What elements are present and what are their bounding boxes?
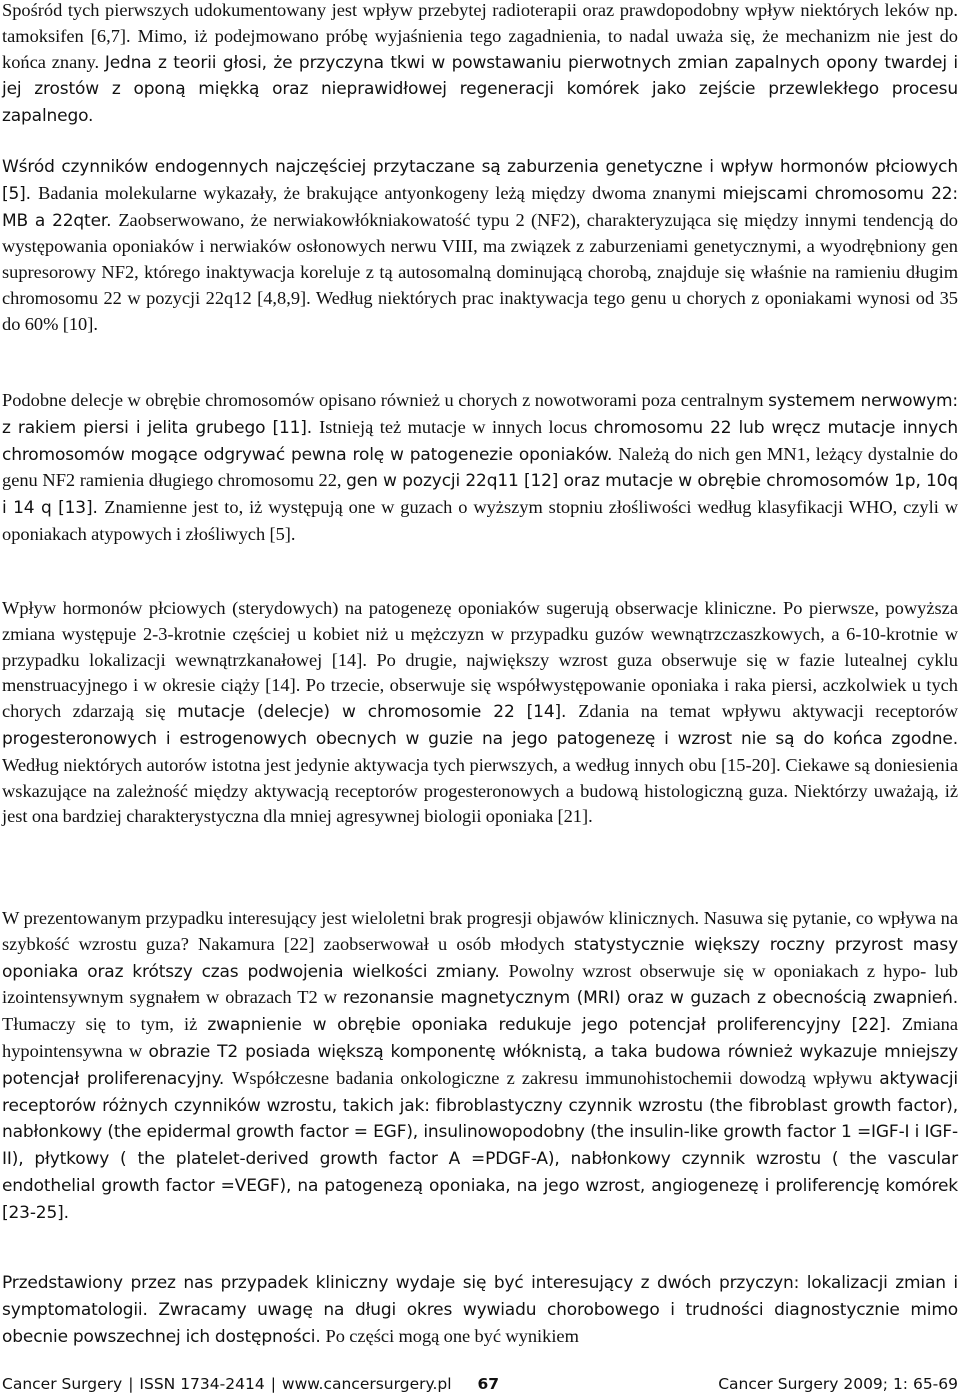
text-segment: Jedna z teorii głosi, że przyczyna tkwi w powstawaniu pierwotnych zmian zapalnych opony twardej i jej zrostów z oponą miękką oraz nieprawidłowej regeneracji komórek jako zejście przewlekłego procesu zapalnego.: [2, 52, 958, 127]
page-number: 67: [477, 1375, 500, 1393]
paragraph-2: [2, 154, 958, 338]
text-segment: Spośród tych pierwszych udokumentowany jest wpływ przebytej radioterapii oraz prawdopodobny wpływ niektórych leków np. tamoksifen [6,7]. Mimo, iż podejmowano próbę wyjaśnienia tego zagadnienia, to nadal uważa się, że mechanizm nie jest do końca znany.: [2, 0, 958, 72]
footer-citation: Cancer Surgery 2009; 1: 65-69: [718, 1375, 958, 1393]
text-segment: Zdania na temat wpływu aktywacji receptorów: [578, 701, 958, 722]
text-segment: Tłumaczy się to tym, iż: [2, 1014, 208, 1035]
text-segment: miejscami chromosomu 22: MB a 22qter.: [2, 183, 959, 231]
text-segment: obrazie T2 posiada większą komponentę włóknistą, a taka budowa również wykazuje mniejszy potencjał proliferenacyjny.: [2, 1041, 959, 1089]
text-segment: aktywacji receptorów różnych czynników wzrostu, takich jak: fibroblastyczny czynnik wzrostu (the fibroblast growth factor), nabłonkowy (the epidermal growth factor = EGF), insulinowopodobny (the insulin-like growth factor 1 =IGF-I i IGF-II), płytkowy ( the platelet-derived growth factor A =PDGF-A), nabłonkowy czynnik wzrostu ( the vascular endothelial growth factor =VEGF), na patogenezą oponiaka, na jego wzrost, angiogenezę i proliferencję komórek [23-25].: [2, 1068, 958, 1223]
footer-separator: |: [128, 1375, 134, 1393]
footer-left: [2, 1375, 499, 1393]
text-segment: mutacje (delecje) w chromosomie 22 [14].: [177, 702, 579, 723]
text-segment: Badania molekularne wykazały, że brakujące antyonkogeny leżą między dwoma znanymi: [38, 182, 723, 203]
paragraph-5: [2, 906, 958, 1227]
paragraph-3: [2, 388, 958, 548]
text-segment: gen w pozycji 22q11 [12] oraz mutacje w obrębie chromosomów 1p, 10q i 14 q [13].: [2, 471, 958, 519]
footer-issn: ISSN 1734-2414: [139, 1375, 265, 1393]
text-segment: Według niektórych autorów istotna jest jedynie aktywacja tych pierwszych, a według innych obu [15-20]. Ciekawe są doniesienia wskazujące na zależność między aktywacją receptorów progesteronowych a budową histologiczną guza. Niektórzy uważają, iż jest ona bardziej charakterystyczna dla mniej agresywnej biologii oponiaka [21].: [2, 754, 958, 827]
footer-separator: |: [270, 1375, 276, 1393]
text-segment: systemem nerwowym: z rakiem piersi i jelita grubego [11].: [2, 391, 958, 438]
text-segment: rezonansie magnetycznym (MRI) oraz w guzach z obecnością zwapnień.: [342, 988, 958, 1009]
text-segment: Zaobserwowano, że nerwiakowłókniakowatość typu 2 (NF2), charakteryzująca się między innymi tendencją do występowania oponiaków i nerwiaków osłonowych nerwu VIII, ma związek z zaburzeniami genetycznymi, a wyodrębniony gen supresorowy NF2, którego inaktywacja koreluje z tą autosomalną dominującą chorobą, znajduje się właśnie na ramieniu długim chromosomu 22 w pozycji 22q12 [4,8,9]. Według niektórych prac inaktywacja tego genu u chorych z oponiakami wynosi od 35 do 60% [10].: [2, 209, 958, 334]
text-segment: Podobne delecje w obrębie chromosomów opisano również u chorych z nowotworami poza centralnym: [2, 390, 769, 410]
footer-journal: Cancer Surgery: [2, 1375, 123, 1393]
text-segment: zwapnienie w obrębie oponiaka redukuje jego potencjał proliferencyjny [22].: [207, 1015, 902, 1036]
text-segment: statystycznie większy roczny przyrost masy oponiaka oraz krótszy czas podwojenia wielkości zmiany.: [2, 934, 958, 982]
text-segment: Istnieją też mutacje w innych locus: [319, 416, 594, 437]
text-segment: W prezentowanym przypadku interesujący jest wieloletni brak progresji objawów klinicznych. Nasuwa się pytanie, co wpływa na szybkość wzrostu guza? Nakamura [22] zaobserwował u osób młodych: [2, 908, 958, 954]
paragraph-1: [2, 0, 958, 130]
text-segment: Po części mogą one być wynikiem: [325, 1325, 579, 1346]
text-segment: chromosomu 22 lub wręcz mutacje innych chromosomów mogące odgrywać pewna rolę w patogenezie oponiaków.: [2, 417, 958, 465]
text-segment: Przedstawiony przez nas przypadek kliniczny wydaje się być interesujący z dwóch przyczyn: lokalizacji zmian i symptomatologii. Zwracamy uwagę na długi okres wywiadu chorobowego i trudności diagnostycznie mimo obecnie powszechnej ich dostępności.: [2, 1273, 958, 1347]
text-segment: Wpływ hormonów płciowych (sterydowych) na patogenezę oponiaków sugerują obserwacje kliniczne. Po pierwsze, powyższa zmiana występuje 2-3-krotnie częściej u kobiet niż u mężczyzn w przypadku guzów wewnątrzczaszkowych, a 6-10-krotnie w przypadku lokalizacji wewnątrzkanałowej [14]. Po drugie, największy wzrost guza obserwuje się w fazie lutealnej cyklu menstruacyjnego i w okresie ciąży [14]. Po trzecie, obserwuje się współwystępowanie oponiaka i raka piersi, aczkolwiek u tych chorych zdarzają się: [2, 598, 958, 722]
page-footer: [2, 1372, 958, 1396]
paragraph-4: [2, 596, 958, 830]
text-segment: Wśród czynników endogennych najczęściej przytaczane są zaburzenia genetyczne i wpływ hormonów płciowych [5].: [2, 157, 958, 204]
text-segment: Należą do nich gen MN1, leżący dystalnie do genu NF2 ramienia długiego chromosomu 22,: [2, 443, 958, 491]
text-segment: Znamienne jest to, iż występują one w guzach o wyższym stopniu złośliwości według klasyfikacji WHO, czyli w oponiakach atypowych i złośliwych [5].: [2, 497, 959, 544]
text-segment: Zmiana hypointensywna w: [2, 1014, 958, 1061]
text-segment: progesteronowych i estrogenowych obecnych w guzie na jego patogenezę i wzrost nie są do końca zgodne.: [2, 728, 958, 749]
footer-website[interactable]: www.cancersurgery.pl: [281, 1375, 452, 1393]
text-segment: Współczesne badania onkologiczne z zakresu immunohistochemii dowodzą wpływu: [231, 1067, 880, 1088]
text-segment: Powolny wzrost obserwuje się w oponiakach z hypo- lub izointensywnym sygnałem w obrazach T2 w: [2, 960, 959, 1008]
paragraph-6: [2, 1270, 958, 1350]
